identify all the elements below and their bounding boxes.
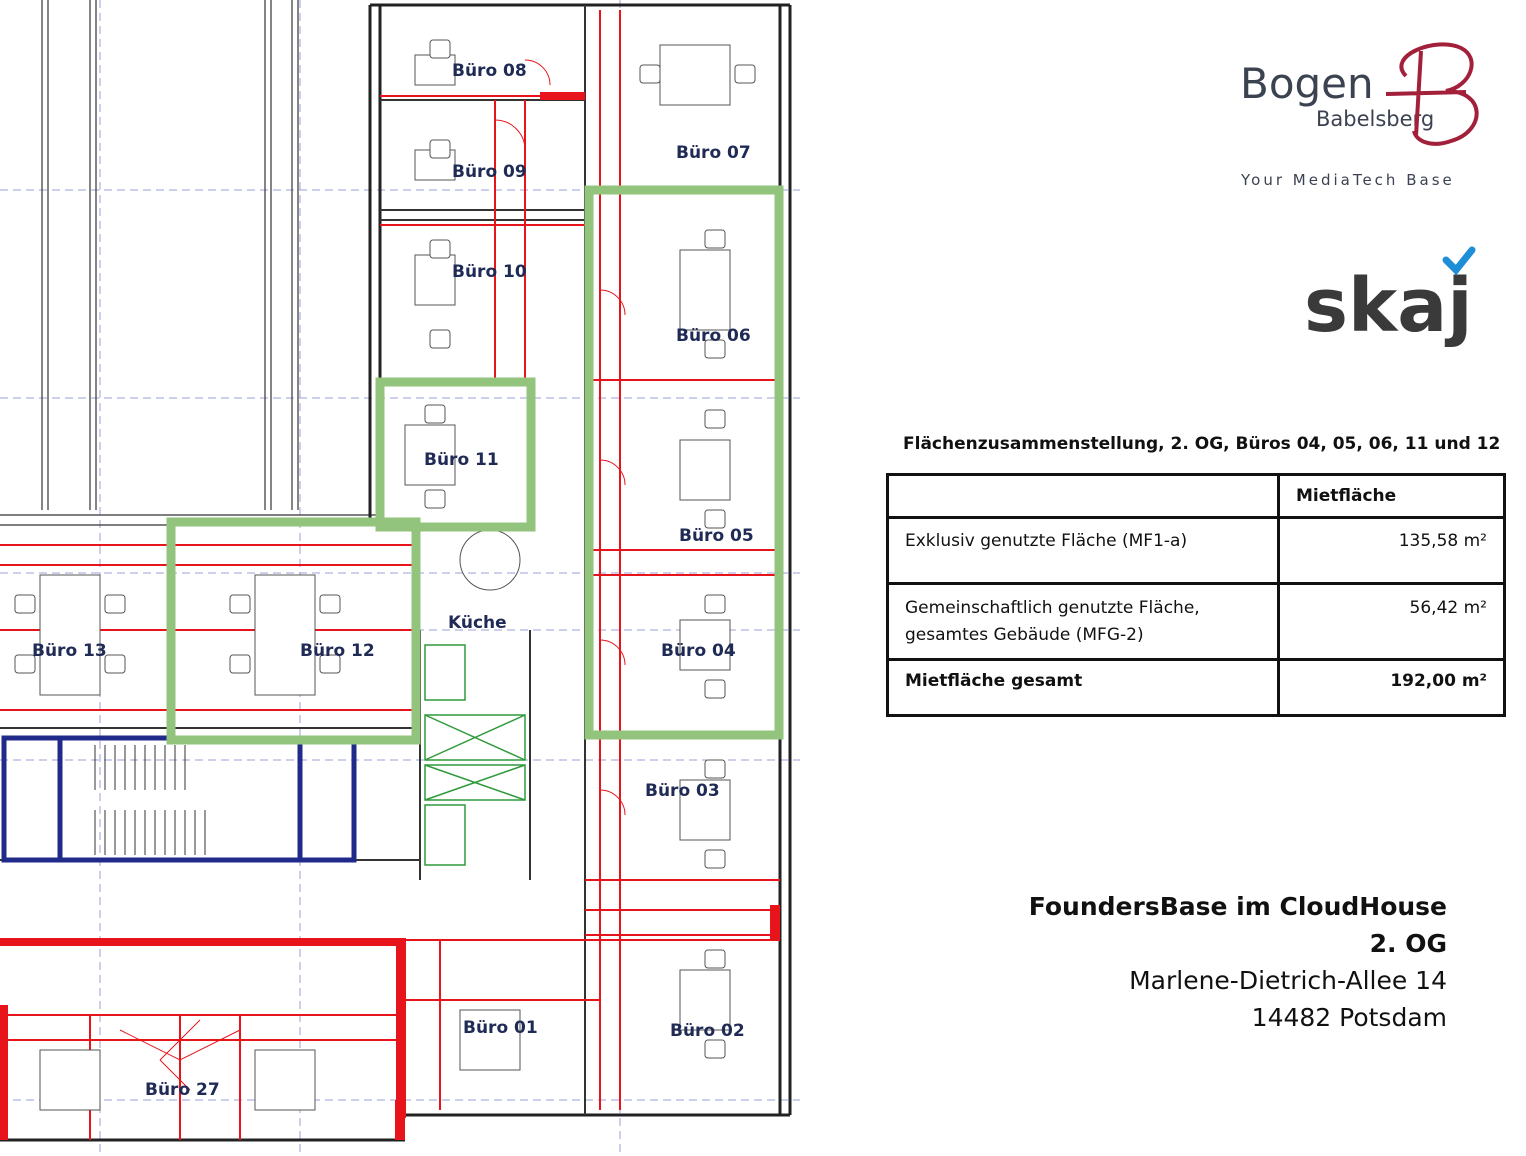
- row-value: 56,42 m²: [1279, 584, 1505, 660]
- room-label: Büro 07: [676, 143, 751, 163]
- row-label: Mietfläche gesamt: [888, 660, 1279, 716]
- room-label: Küche: [448, 613, 507, 633]
- address-name: FoundersBase im CloudHouse: [1028, 892, 1447, 921]
- address-floor: 2. OG: [1369, 929, 1447, 958]
- table-header-mietflaeche: Mietfläche: [1279, 475, 1505, 518]
- table-row: [888, 584, 1505, 660]
- room-label: Büro 01: [463, 1018, 538, 1038]
- room-label: Büro 09: [452, 162, 527, 182]
- room-label: Büro 13: [32, 641, 107, 661]
- room-label: Büro 04: [661, 641, 736, 661]
- table-header-row: [888, 475, 1505, 518]
- row-label-line: gesamtes Gebäude (MFG-2): [905, 625, 1144, 645]
- room-label: Büro 05: [679, 526, 754, 546]
- address-block: [1029, 888, 1447, 1036]
- address-city: 14482 Potsdam: [1251, 1003, 1447, 1032]
- logo-word-skaj: skaj: [1304, 263, 1473, 349]
- room-label: Büro 27: [145, 1080, 220, 1100]
- room-label: Büro 10: [452, 262, 527, 282]
- table-title: Flächenzusammenstellung, 2. OG, Büros 04, 05, 06, 11 und 12: [903, 434, 1501, 454]
- row-label: Exklusiv genutzte Fläche (MF1-a): [888, 518, 1279, 584]
- row-label: [888, 584, 1279, 660]
- room-label: Büro 03: [645, 781, 720, 801]
- room-label: Büro 12: [300, 641, 375, 661]
- address-street: Marlene-Dietrich-Allee 14: [1129, 966, 1447, 995]
- logo-word-babelsberg: Babelsberg: [1316, 107, 1435, 131]
- row-value: 192,00 m²: [1279, 660, 1505, 716]
- skaj-logo: [1300, 246, 1490, 356]
- bogen-babelsberg-logo: [1236, 36, 1496, 196]
- room-label: Büro 06: [676, 326, 751, 346]
- table-row: [888, 518, 1505, 584]
- room-label: Büro 08: [452, 61, 527, 81]
- logo-tagline: Your MediaTech Base: [1241, 171, 1455, 189]
- row-label-line: Gemeinschaftlich genutzte Fläche,: [905, 598, 1200, 618]
- table-total-row: [888, 660, 1505, 716]
- row-value: 135,58 m²: [1279, 518, 1505, 584]
- room-label: Büro 11: [424, 450, 499, 470]
- logo-word-bogen: Bogen: [1240, 59, 1374, 108]
- area-table: [886, 473, 1506, 717]
- room-label: Büro 02: [670, 1021, 745, 1041]
- table-header-empty: [888, 475, 1279, 518]
